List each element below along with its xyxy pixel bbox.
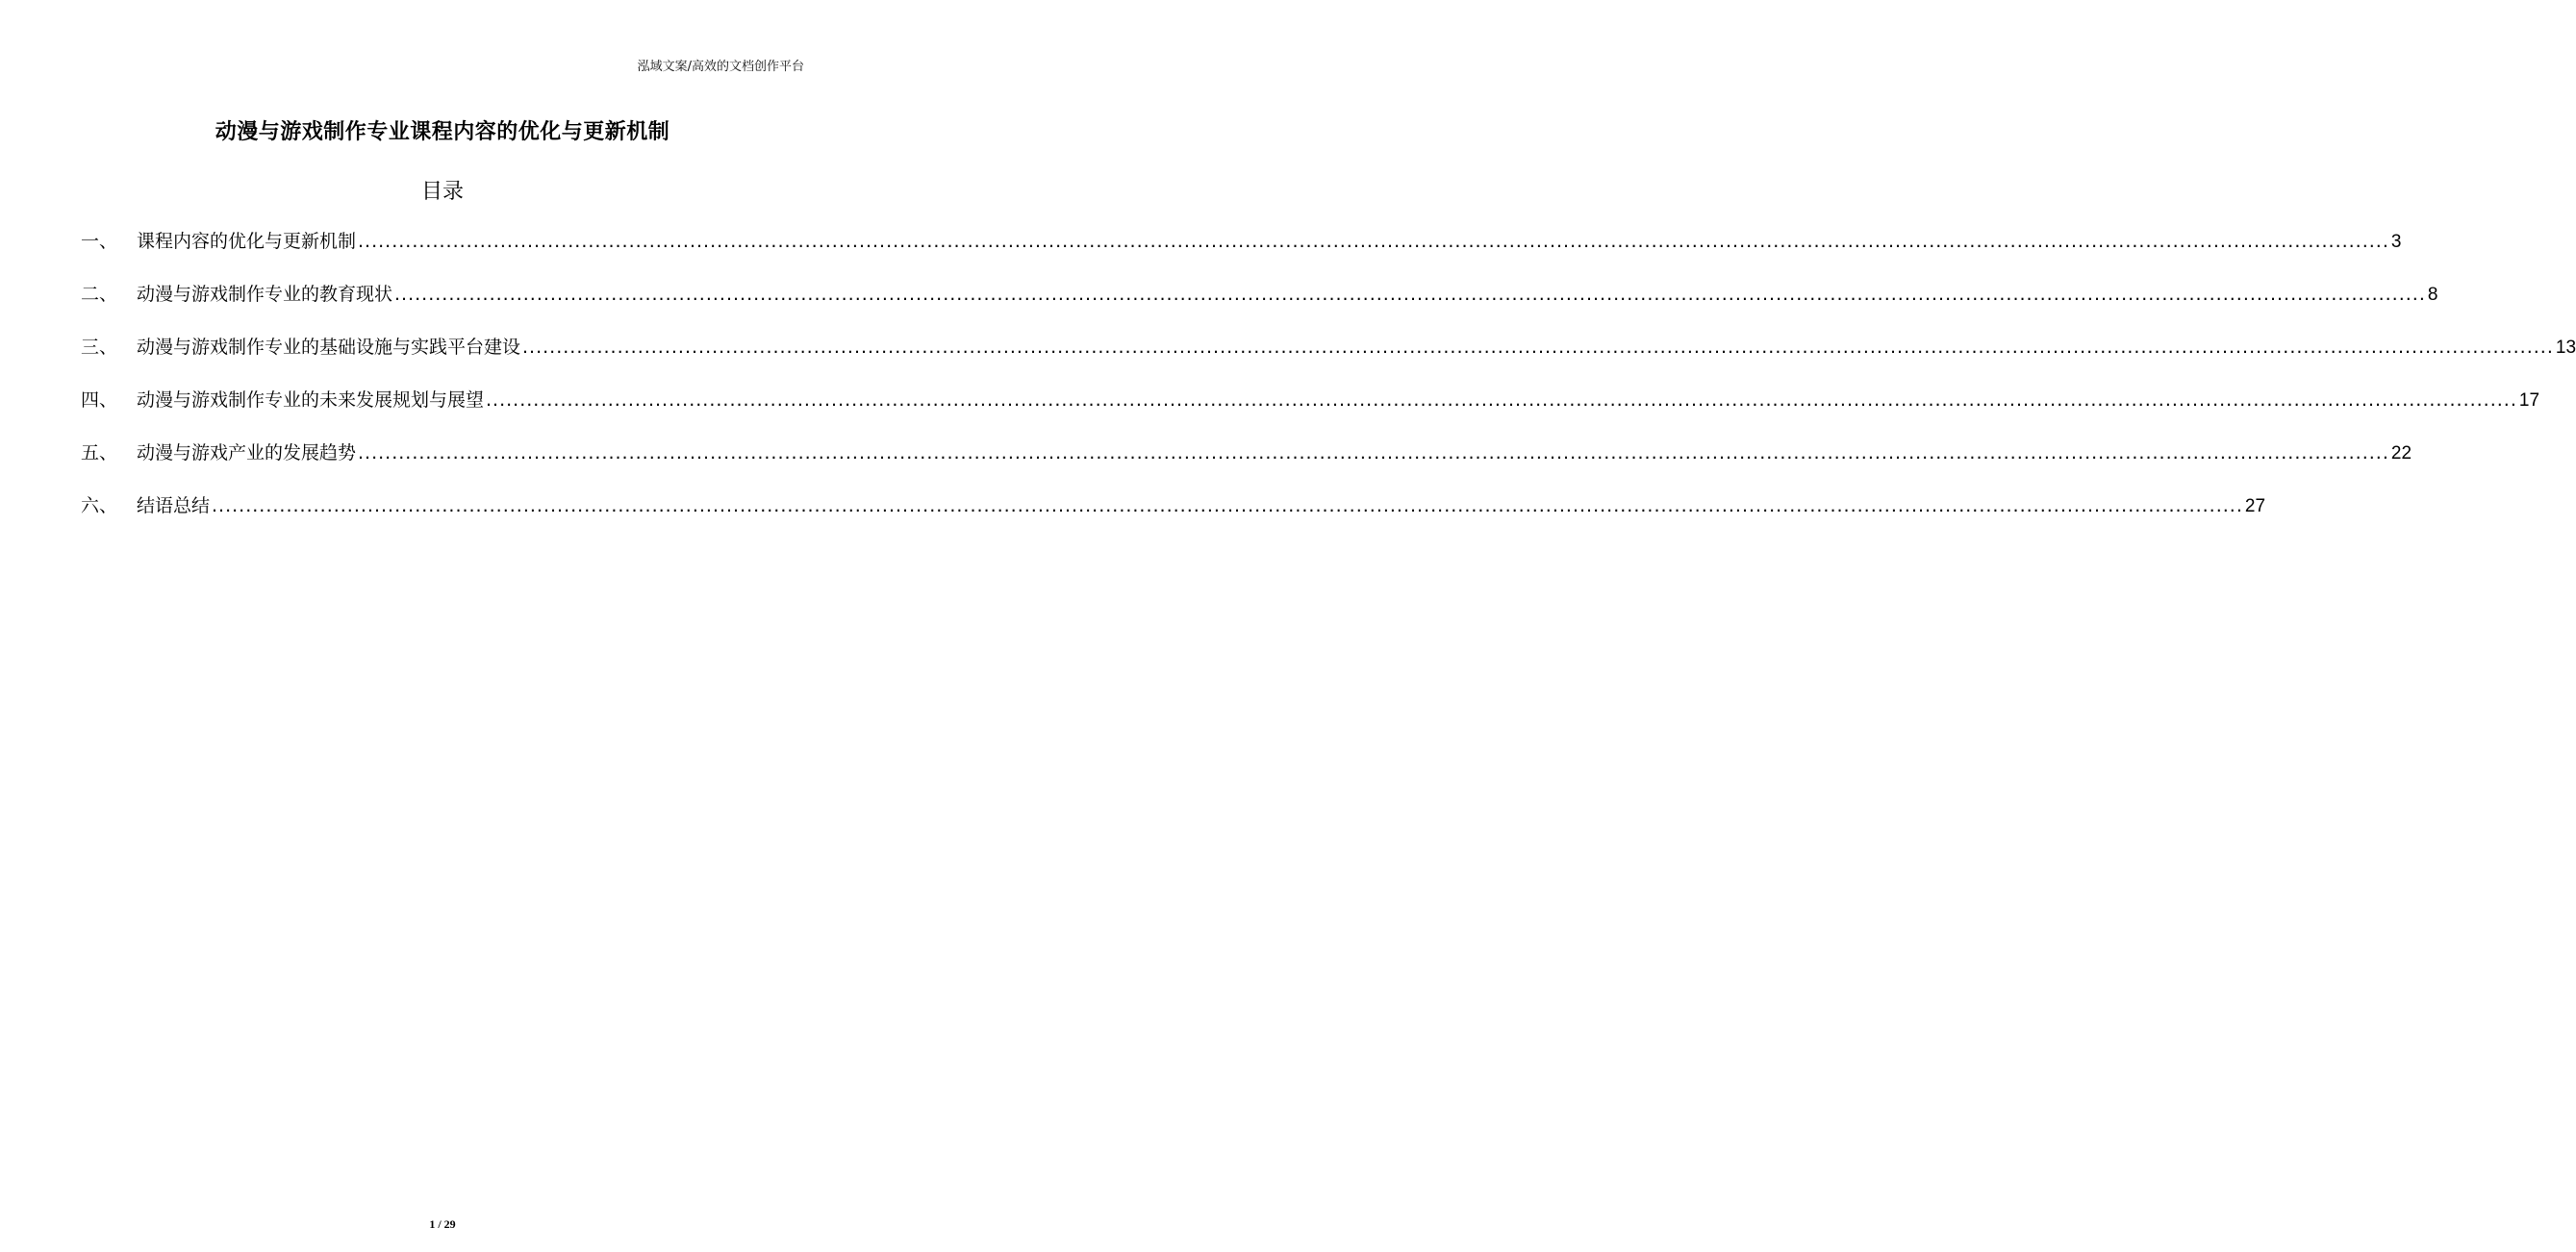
toc-entry-page: 13 [2555, 338, 2576, 358]
toc-entry-page: 27 [2244, 496, 2266, 516]
toc-heading: 目录 [420, 180, 464, 204]
toc-entry-text: 结语总结 [137, 495, 211, 516]
toc-entry-page: 8 [2427, 285, 2438, 305]
document-title: 动漫与游戏制作专业课程内容的优化与更新机制 [215, 120, 670, 144]
toc-entry-text: 课程内容的优化与更新机制 [137, 231, 357, 252]
toc-entry-text: 动漫与游戏制作专业的基础设施与实践平台建设 [137, 337, 521, 358]
page-number: 1 / 29 [429, 1217, 456, 1231]
toc-leader-dots: ............................................................................................................................................................................................................................................................................................................ [212, 495, 2243, 516]
toc-leader-dots: ............................................................................................................................................................................................................................................................................................................ [394, 284, 2426, 305]
toc-leader-dots: ............................................................................................................................................................................................................................................................................................................ [486, 389, 2517, 411]
toc-entry-number: 四、 [81, 389, 118, 411]
toc-leader-dots: ............................................................................................................................................................................................................................................................................................................ [358, 442, 2389, 463]
toc-entry-text: 动漫与游戏制作专业的教育现状 [137, 284, 393, 305]
table-of-contents [81, 227, 2576, 544]
toc-entry-6[interactable] [81, 491, 2266, 544]
toc-entry-number: 五、 [81, 442, 118, 463]
toc-entry-4[interactable] [81, 386, 2540, 438]
toc-entry-1[interactable] [81, 227, 2402, 280]
toc-entry-number: 二、 [81, 284, 118, 305]
toc-entry-2[interactable] [81, 280, 2438, 333]
toc-entry-page: 17 [2518, 390, 2540, 411]
toc-entry-text: 动漫与游戏产业的发展趋势 [137, 442, 357, 463]
toc-leader-dots: ............................................................................................................................................................................................................................................................................................................ [358, 231, 2389, 252]
toc-entry-number: 一、 [81, 231, 118, 252]
toc-entry-3[interactable] [81, 333, 2576, 386]
header-brand: 泓域文案/高效的文档创作平台 [637, 60, 804, 74]
toc-leader-dots: ............................................................................................................................................................................................................................................................................................................ [522, 337, 2554, 358]
toc-entry-number: 三、 [81, 337, 118, 358]
toc-entry-5[interactable] [81, 438, 2412, 491]
toc-entry-page: 3 [2390, 232, 2402, 252]
toc-entry-number: 六、 [81, 495, 118, 516]
toc-entry-text: 动漫与游戏制作专业的未来发展规划与展望 [137, 389, 485, 411]
toc-entry-page: 22 [2390, 443, 2412, 463]
